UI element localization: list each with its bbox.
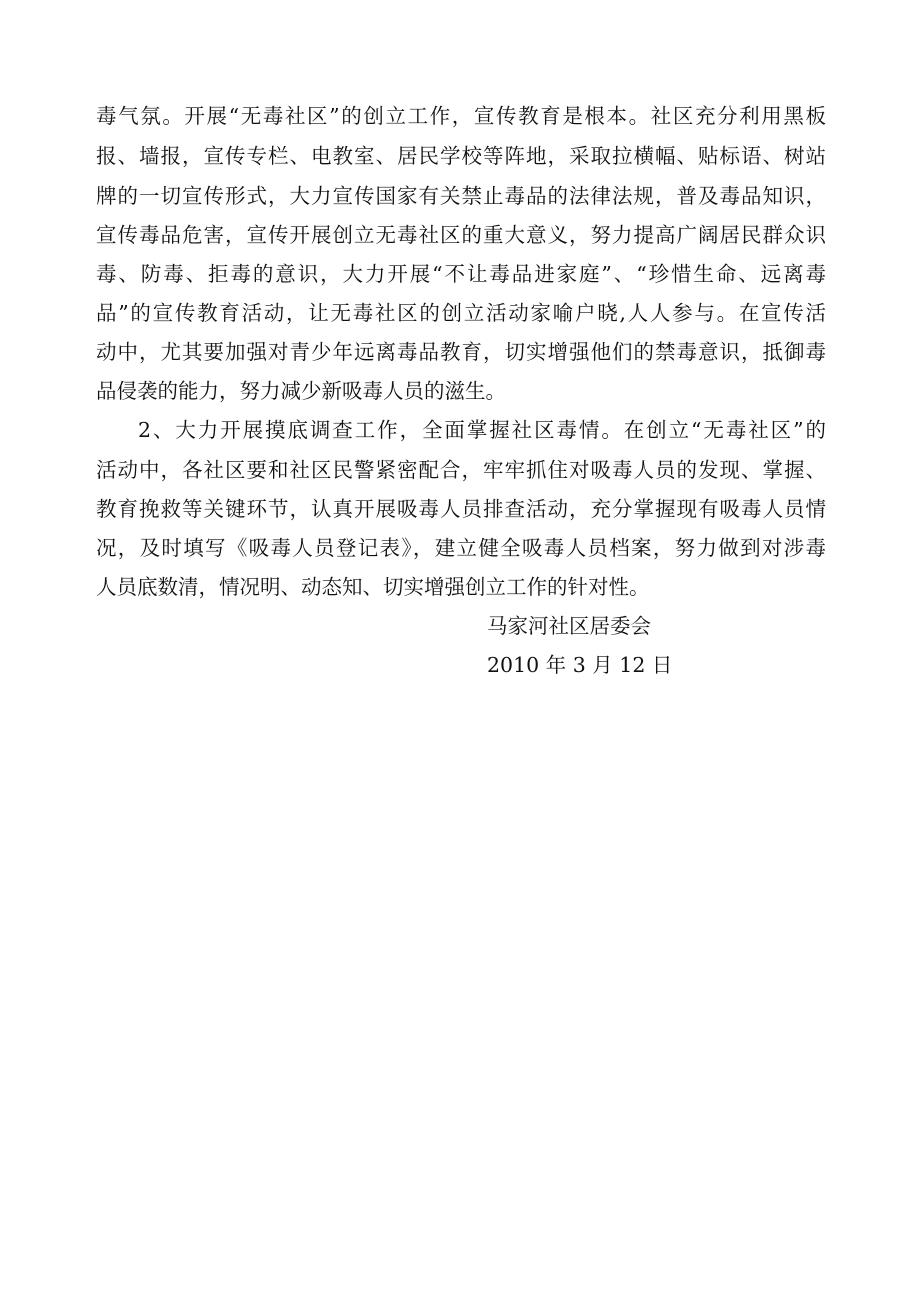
paragraph-line: 教育挽救等关键环节，认真开展吸毒人员排查活动，充分掌握现有吸毒人员情 <box>96 497 826 521</box>
paragraph-line: 报、墙报，宣传专栏、电教室、居民学校等阵地，采取拉横幅、贴标语、树站 <box>96 144 826 168</box>
paragraph-line: 毒、防毒、拒毒的意识，大力开展“不让毒品进家庭”、“珍惜生命、远离毒 <box>96 262 826 286</box>
paragraph-line: 人员底数清，情况明、动态知、切实增强创立工作的针对性。 <box>96 575 650 599</box>
signature-organization: 马家河社区居委会 <box>487 614 651 638</box>
paragraph-line: 牌的一切宣传形式，大力宣传国家有关禁止毒品的法律法规，普及毒品知识， <box>96 184 826 208</box>
signature-date: 2010 年 3 月 12 日 <box>487 653 673 677</box>
paragraph-line: 活动中，各社区要和社区民警紧密配合，牢牢抓住对吸毒人员的发现、掌握、 <box>96 458 826 482</box>
paragraph-line: 况，及时填写《吸毒人员登记表》，建立健全吸毒人员档案，努力做到对涉毒 <box>96 536 826 560</box>
paragraph-line: 2、大力开展摸底调查工作，全面掌握社区毒情。在创立“无毒社区”的 <box>138 418 826 442</box>
paragraph-line: 宣传毒品危害，宣传开展创立无毒社区的重大意义，努力提高广阔居民群众识 <box>96 223 826 247</box>
paragraph-line: 品”的宣传教育活动，让无毒社区的创立活动家喻户晓,人人参与。在宣传活 <box>96 301 826 325</box>
paragraph-line: 品侵袭的能力，努力减少新吸毒人员的滋生。 <box>96 379 506 403</box>
paragraph-line: 毒气氛。开展“无毒社区”的创立工作，宣传教育是根本。社区充分利用黑板 <box>96 104 826 128</box>
paragraph-line: 动中，尤其要加强对青少年远离毒品教育，切实增强他们的禁毒意识，抵御毒 <box>96 340 826 364</box>
